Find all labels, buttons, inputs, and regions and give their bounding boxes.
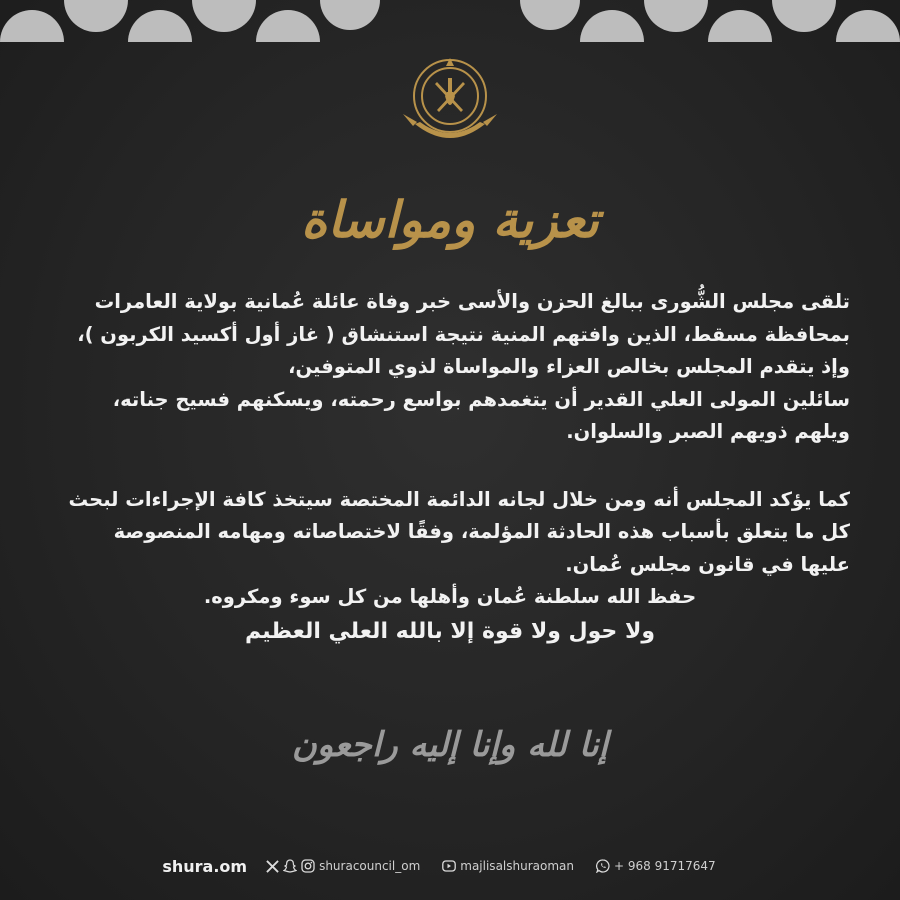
message-line: عليها في قانون مجلس عُمان.	[565, 552, 850, 576]
website-link[interactable]: shura.om	[162, 856, 248, 876]
message-line: وإذ يتقدم المجلس بخالص العزاء والمواساة لذوي المتوفين،	[288, 355, 850, 378]
whatsapp-group[interactable]	[596, 859, 716, 873]
message-line: تلقى مجلس الشُّورى ببالغ الحزن والأسى خبر وفاة عائلة عُمانية بولاية العامرات	[94, 290, 850, 313]
message-paragraph-2	[50, 484, 850, 582]
council-emblem	[395, 52, 505, 152]
x-icon[interactable]	[265, 859, 279, 873]
message-paragraph-1	[50, 286, 850, 449]
message-line: كل ما يتعلق بأسباب هذه الحادثة المؤلمة، وفقًا لاختصاصاته ومهامه المنصوصة	[113, 520, 850, 543]
message-line: سائلين المولى العلي القدير أن يتغمدهم بواسع رحمته، ويسكنهم فسيح جناته،	[112, 387, 850, 411]
youtube-handle[interactable]: majlisalshuraoman	[460, 859, 574, 873]
snapchat-icon[interactable]	[283, 859, 297, 873]
top-right-ornament	[520, 0, 900, 42]
prayer-line: حفظ الله سلطنة عُمان وأهلها من كل سوء ومكروه.	[203, 585, 697, 608]
quran-verse-calligraphy: إنا لله وإنا إليه راجعون	[291, 725, 609, 765]
youtube-group[interactable]	[442, 859, 574, 873]
message-line: كما يؤكد المجلس أنه ومن خلال لجانه الدائمة المختصة سيتخذ كافة الإجراءات لبحث	[68, 487, 850, 511]
whatsapp-icon[interactable]	[596, 859, 610, 873]
message-line: بمحافظة مسقط، الذين وافتهم المنية نتيجة استنشاق ( غاز أول أكسيد الكربون )،	[77, 322, 850, 346]
page-title: تعزية ومواساة	[301, 190, 599, 249]
condolence-message	[50, 286, 850, 648]
footer	[0, 852, 900, 880]
final-line: ولا حول ولا قوة إلا بالله العلي العظيم	[244, 618, 656, 644]
whatsapp-number[interactable]: + 968 91717647	[614, 859, 716, 873]
message-line: ويلهم ذويهم الصبر والسلوان.	[566, 420, 850, 443]
instagram-icon[interactable]	[301, 859, 315, 873]
social-handle[interactable]: shuracouncil_om	[319, 859, 421, 873]
top-left-ornament	[0, 0, 380, 42]
youtube-icon[interactable]	[442, 859, 456, 873]
social-group[interactable]	[265, 859, 420, 873]
